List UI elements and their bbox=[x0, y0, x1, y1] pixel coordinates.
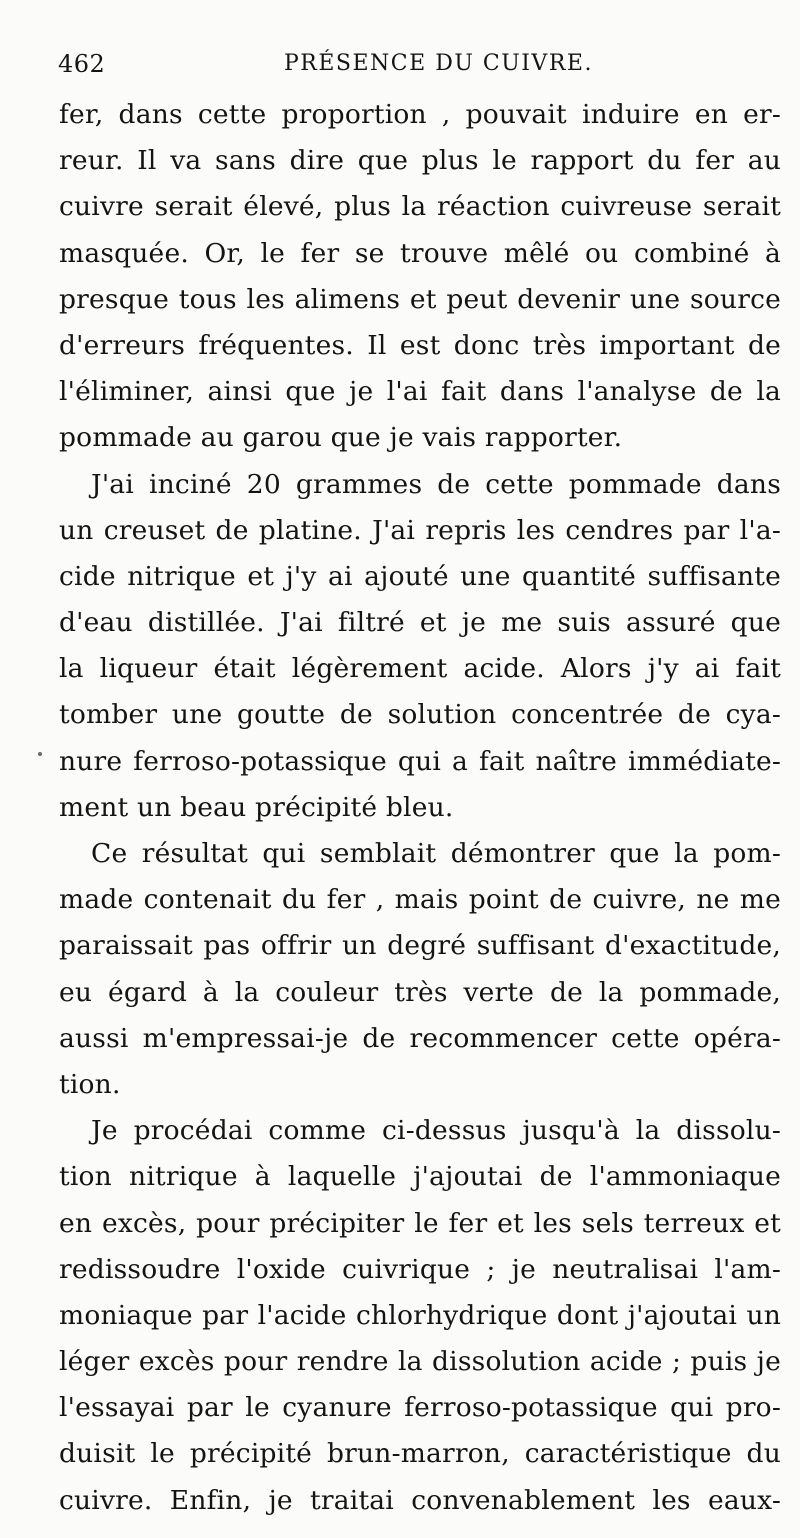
text-line: paraissait pas offrir un degré suffisant d'exactitude, bbox=[59, 930, 781, 962]
text-line: l'éliminer, ainsi que je l'ai fait dans l'analyse de la bbox=[59, 376, 781, 408]
text-line: J'ai inciné 20 grammes de cette pommade dans bbox=[91, 468, 781, 500]
text-line: presque tous les alimens et peut devenir une source bbox=[59, 283, 781, 315]
text-line: reur. Il va sans dire que plus le rapport du fer au bbox=[59, 145, 781, 177]
text-line: léger excès pour rendre la dissolution acide ; puis je bbox=[59, 1346, 781, 1378]
text-line: d'eau distillée. J'ai filtré et je me suis assuré que bbox=[59, 607, 781, 639]
ink-speck bbox=[38, 752, 42, 756]
text-line: masquée. Or, le fer se trouve mêlé ou combiné à bbox=[59, 237, 781, 269]
text-line: tion nitrique à laquelle j'ajoutai de l'ammoniaque bbox=[59, 1161, 781, 1193]
text-line: l'essayai par le cyanure ferroso-potassique qui pro- bbox=[59, 1392, 781, 1424]
text-line: un creuset de platine. J'ai repris les cendres par l'a- bbox=[59, 514, 781, 546]
text-line: moniaque par l'acide chlorhydrique dont j'ajoutai un bbox=[59, 1299, 781, 1331]
running-title: PRÉSENCE DU CUIVRE. bbox=[284, 51, 593, 76]
text-line: redissoudre l'oxide cuivrique ; je neutralisai l'am- bbox=[59, 1253, 781, 1285]
text-line: pommade au garou que je vais rapporter. bbox=[59, 422, 623, 454]
text-line: cuivre. Enfin, je traitai convenablement les eaux- bbox=[59, 1484, 781, 1516]
body-text bbox=[59, 92, 781, 1524]
text-line: made contenait du fer , mais point de cuivre, ne me bbox=[59, 884, 781, 916]
text-line: eu égard à la couleur très verte de la pommade, bbox=[59, 976, 781, 1008]
text-line: Ce résultat qui semblait démontrer que la pom- bbox=[91, 838, 781, 869]
text-line: tion. bbox=[59, 1068, 121, 1100]
text-line: cuivre serait élevé, plus la réaction cuivreuse serait bbox=[59, 191, 781, 223]
running-head bbox=[56, 50, 780, 84]
text-line: tomber une goutte de solution concentrée de cya- bbox=[59, 699, 781, 731]
text-line: nure ferroso-potassique qui a fait naître immédiate- bbox=[59, 745, 781, 777]
text-line: la liqueur était légèrement acide. Alors j'y ai fait bbox=[59, 653, 781, 685]
text-line: en excès, pour précipiter le fer et les sels terreux et bbox=[59, 1207, 781, 1239]
text-line: duisit le précipité brun-marron, caractéristique du bbox=[59, 1438, 781, 1470]
text-line: fer, dans cette proportion , pouvait induire en er- bbox=[59, 99, 781, 130]
text-line: ment un beau précipité bleu. bbox=[59, 791, 454, 823]
page-number: 462 bbox=[58, 50, 106, 78]
text-line: cide nitrique et j'y ai ajouté une quantité suffisante bbox=[59, 560, 781, 592]
text-line: d'erreurs fréquentes. Il est donc très important de bbox=[59, 329, 781, 361]
text-line: Je procédai comme ci-dessus jusqu'à la dissolu- bbox=[91, 1115, 781, 1147]
text-line: aussi m'empressai-je de recommencer cette opéra- bbox=[59, 1022, 781, 1054]
